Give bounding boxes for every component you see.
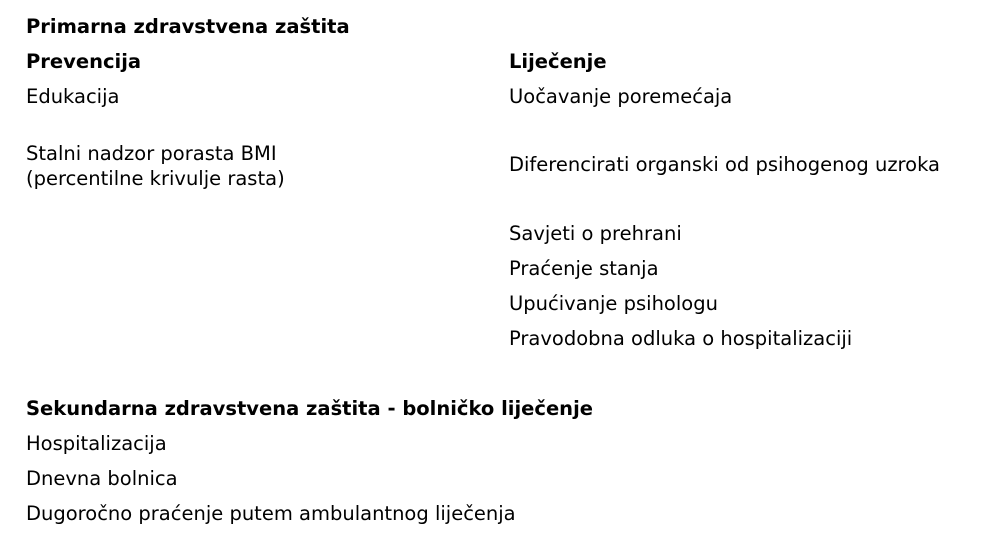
secondary-item-outpatient-followup: Dugoročno praćenje putem ambulantnog liječenja [26, 502, 516, 525]
treatment-item-psychologist-referral: Upućivanje psihologu [509, 292, 718, 315]
treatment-item-detection: Uočavanje poremećaja [509, 85, 733, 108]
treatment-item-monitoring: Praćenje stanja [509, 257, 659, 280]
treatment-heading: Liječenje [509, 50, 607, 73]
prevention-heading: Prevencija [26, 50, 142, 73]
prevention-item-education: Edukacija [26, 85, 120, 108]
treatment-item-hospitalization-decision: Pravodobna odluka o hospitalizaciji [509, 327, 853, 350]
treatment-item-nutrition-advice: Savjeti o prehrani [509, 222, 682, 245]
prevention-item-bmi-monitoring: Stalni nadzor porasta BMI [26, 142, 277, 165]
secondary-item-day-hospital: Dnevna bolnica [26, 467, 178, 490]
secondary-item-hospitalization: Hospitalizacija [26, 432, 167, 455]
prevention-item-percentile-curves: (percentilne krivulje rasta) [26, 167, 285, 190]
treatment-item-differentiation: Diferencirati organski od psihogenog uzroka [509, 153, 940, 176]
secondary-care-title: Sekundarna zdravstvena zaštita - bolničko liječenje [26, 397, 593, 420]
primary-care-title: Primarna zdravstvena zaštita [26, 15, 350, 38]
